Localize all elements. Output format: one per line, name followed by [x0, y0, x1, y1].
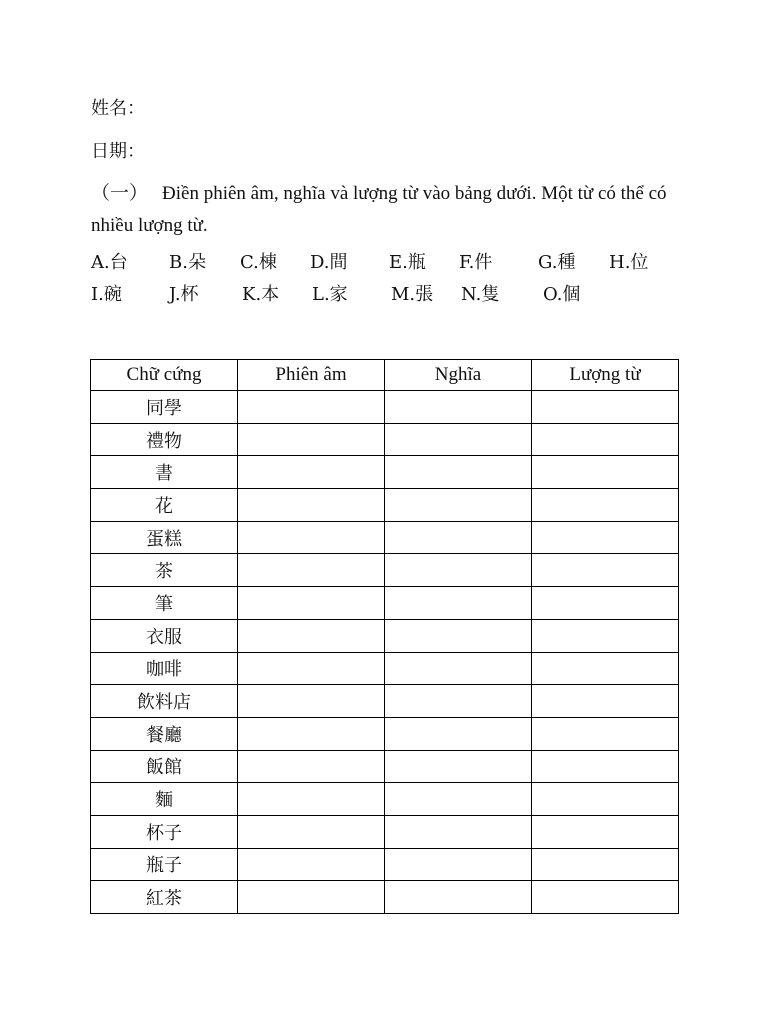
option-item: E.瓶 — [389, 252, 426, 273]
meaning-cell[interactable] — [385, 750, 532, 783]
table-row — [91, 587, 679, 620]
meaning-cell[interactable] — [385, 652, 532, 685]
meaning-cell[interactable] — [385, 554, 532, 587]
pinyin-cell[interactable] — [238, 848, 385, 881]
option-item: L.家 — [312, 284, 348, 305]
pinyin-cell[interactable] — [238, 783, 385, 816]
measure-word-cell[interactable] — [532, 783, 679, 816]
option-item: O.個 — [543, 284, 581, 305]
measure-word-cell[interactable] — [532, 456, 679, 489]
instruction-text: Điền phiên âm, nghĩa và lượng từ vào bảng dưới. Một từ có thể có nhiều lượng từ. — [91, 183, 667, 236]
meaning-cell[interactable] — [385, 619, 532, 652]
measure-word-cell[interactable] — [532, 815, 679, 848]
measure-word-cell[interactable] — [532, 489, 679, 522]
word-cell: 飲料店 — [91, 685, 238, 718]
column-header: Nghĩa — [385, 360, 532, 391]
measure-word-cell[interactable] — [532, 619, 679, 652]
pinyin-cell[interactable] — [238, 881, 385, 914]
table-row — [91, 423, 679, 456]
table-row — [91, 783, 679, 816]
pinyin-cell[interactable] — [238, 815, 385, 848]
pinyin-cell[interactable] — [238, 717, 385, 750]
pinyin-cell[interactable] — [238, 619, 385, 652]
pinyin-cell[interactable] — [238, 423, 385, 456]
word-cell: 飯館 — [91, 750, 238, 783]
pinyin-cell[interactable] — [238, 391, 385, 424]
option-item: C.棟 — [240, 252, 277, 273]
measure-word-cell[interactable] — [532, 685, 679, 718]
column-header: Phiên âm — [238, 360, 385, 391]
option-item: H.位 — [609, 252, 649, 273]
measure-word-cell[interactable] — [532, 881, 679, 914]
table-row — [91, 391, 679, 424]
pinyin-cell[interactable] — [238, 554, 385, 587]
column-header: Chữ cứng — [91, 360, 238, 391]
table-row — [91, 881, 679, 914]
meaning-cell[interactable] — [385, 587, 532, 620]
measure-word-cell[interactable] — [532, 717, 679, 750]
meaning-cell[interactable] — [385, 489, 532, 522]
option-item: A.台 — [91, 252, 128, 273]
option-item: I.碗 — [91, 284, 122, 305]
word-cell: 餐廳 — [91, 717, 238, 750]
worksheet-table — [90, 359, 679, 914]
option-item: B.朵 — [169, 252, 206, 273]
pinyin-cell[interactable] — [238, 456, 385, 489]
table-row — [91, 521, 679, 554]
option-item: F.件 — [459, 252, 493, 273]
word-cell: 衣服 — [91, 619, 238, 652]
option-item: D.間 — [310, 252, 348, 273]
table-header-row — [91, 360, 679, 391]
word-cell: 花 — [91, 489, 238, 522]
pinyin-cell[interactable] — [238, 685, 385, 718]
name-label: 姓名： — [91, 98, 145, 119]
word-cell: 禮物 — [91, 423, 238, 456]
word-cell: 同學 — [91, 391, 238, 424]
meaning-cell[interactable] — [385, 717, 532, 750]
table-row — [91, 815, 679, 848]
word-cell: 紅茶 — [91, 881, 238, 914]
pinyin-cell[interactable] — [238, 489, 385, 522]
option-item: K.本 — [242, 284, 280, 305]
measure-word-cell[interactable] — [532, 848, 679, 881]
table-row — [91, 750, 679, 783]
option-item: M.張 — [391, 284, 434, 305]
meaning-cell[interactable] — [385, 456, 532, 489]
meaning-cell[interactable] — [385, 521, 532, 554]
section-number: （一） — [91, 182, 149, 204]
instruction — [91, 177, 681, 242]
column-header: Lượng từ — [532, 360, 679, 391]
measure-word-cell[interactable] — [532, 423, 679, 456]
pinyin-cell[interactable] — [238, 587, 385, 620]
measure-word-cell[interactable] — [532, 587, 679, 620]
meaning-cell[interactable] — [385, 848, 532, 881]
meaning-cell[interactable] — [385, 685, 532, 718]
table-row — [91, 717, 679, 750]
measure-word-cell[interactable] — [532, 554, 679, 587]
word-cell: 杯子 — [91, 815, 238, 848]
table-row — [91, 685, 679, 718]
meaning-cell[interactable] — [385, 783, 532, 816]
option-item: G.種 — [538, 252, 576, 273]
option-item: N.隻 — [461, 284, 500, 305]
pinyin-cell[interactable] — [238, 521, 385, 554]
table-row — [91, 619, 679, 652]
meaning-cell[interactable] — [385, 391, 532, 424]
table-row — [91, 652, 679, 685]
meaning-cell[interactable] — [385, 881, 532, 914]
date-label: 日期： — [91, 141, 145, 162]
word-cell: 茶 — [91, 554, 238, 587]
word-cell: 筆 — [91, 587, 238, 620]
table-row — [91, 848, 679, 881]
table-row — [91, 456, 679, 489]
word-cell: 咖啡 — [91, 652, 238, 685]
pinyin-cell[interactable] — [238, 750, 385, 783]
measure-word-cell[interactable] — [532, 652, 679, 685]
pinyin-cell[interactable] — [238, 652, 385, 685]
meaning-cell[interactable] — [385, 423, 532, 456]
option-item: J.杯 — [169, 284, 199, 305]
measure-word-cell[interactable] — [532, 750, 679, 783]
measure-word-cell[interactable] — [532, 391, 679, 424]
word-cell: 蛋糕 — [91, 521, 238, 554]
word-cell: 瓶子 — [91, 848, 238, 881]
meaning-cell[interactable] — [385, 815, 532, 848]
word-cell: 麵 — [91, 783, 238, 816]
measure-word-cell[interactable] — [532, 521, 679, 554]
word-cell: 書 — [91, 456, 238, 489]
table-row — [91, 554, 679, 587]
table-row — [91, 489, 679, 522]
